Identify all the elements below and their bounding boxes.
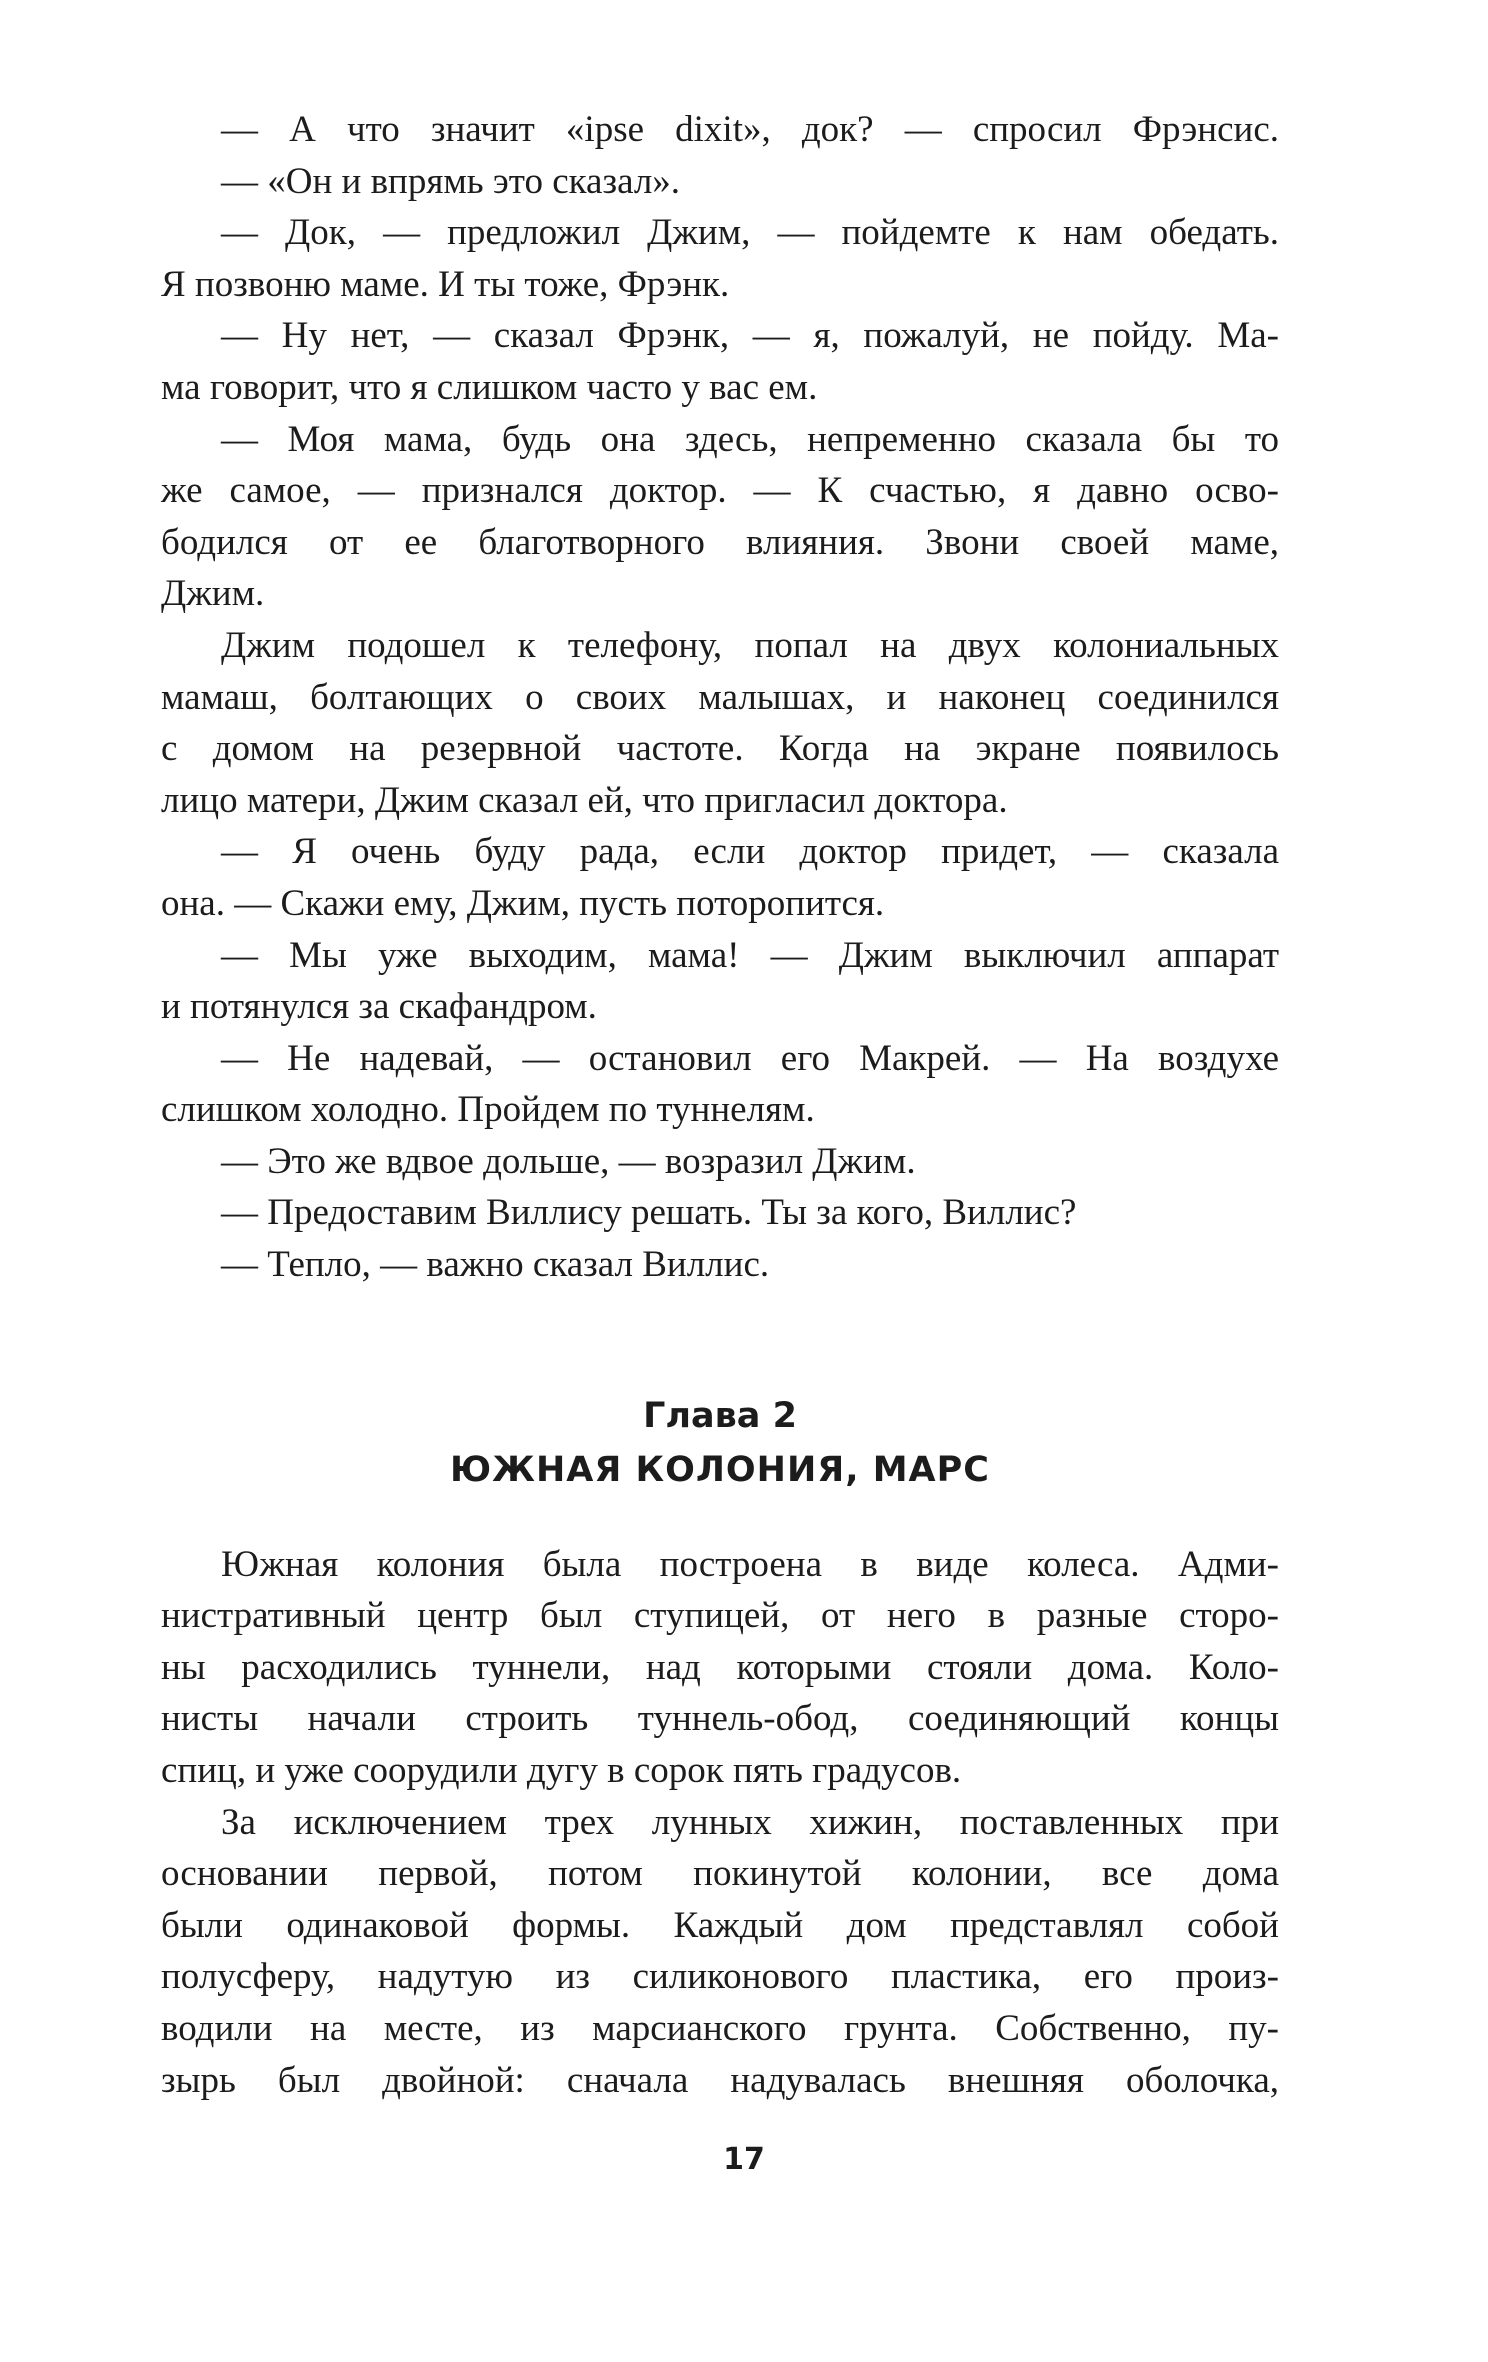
text-line: — Мы уже выходим, мама! — Джим выключил аппарат	[221, 934, 1279, 976]
text-line: бодился от ее благотворного влияния. Звони своей маме,	[161, 521, 1279, 563]
text-line: нистративный центр был ступицей, от него в разные сторо-	[161, 1595, 1279, 1637]
text-line: — Я очень буду рада, если доктор придет, — сказала	[221, 831, 1279, 873]
text-line: За исключением трех лунных хижин, поставленных при	[221, 1801, 1279, 1843]
text-line: Я позвоню маме. И ты тоже, Фрэнк.	[161, 263, 730, 305]
text-line: Джим подошел к телефону, попал на двух колониальных	[221, 624, 1279, 666]
text-line: — Не надевай, — остановил его Макрей. — На воздухе	[221, 1037, 1279, 1079]
text-line: — А что значит «ipse dixit», док? — спросил Фрэнсис.	[221, 109, 1279, 150]
text-line: Джим.	[161, 573, 265, 615]
text-line: были одинаковой формы. Каждый дом представлял собой	[161, 1904, 1279, 1946]
text-line: — «Он и впрямь это сказал».	[221, 160, 681, 202]
text-line: Южная колония была построена в виде колеса. Адми-	[221, 1543, 1279, 1585]
text-line: водили на месте, из марсианского грунта. Собственно, пу-	[161, 2008, 1279, 2049]
text-line: — Моя мама, будь она здесь, непременно сказала бы то	[221, 418, 1279, 460]
text-line: слишком холодно. Пройдем по туннелям.	[161, 1089, 815, 1131]
text-line: зырь был двойной: сначала надувалась внешняя оболочка,	[161, 2059, 1279, 2101]
text-line: — Предоставим Виллису решать. Ты за кого, Виллис?	[221, 1192, 1077, 1234]
dialogue-section	[161, 104, 1279, 1291]
text-line: спиц, и уже соорудили дугу в сорок пять градусов.	[161, 1750, 962, 1792]
text-line: — Ну нет, — сказал Фрэнк, — я, пожалуй, не пойду. Ма-	[221, 315, 1279, 357]
text-line: ма говорит, что я слишком часто у вас ем.	[161, 366, 818, 408]
chapter-number: Глава 2	[643, 1395, 797, 1436]
text-line: и потянулся за скафандром.	[161, 986, 597, 1028]
text-line: же самое, — признался доктор. — К счастью, я давно осво-	[161, 470, 1279, 512]
chapter-title: ЮЖНАЯ КОЛОНИЯ, МАРС	[450, 1449, 990, 1490]
text-line: ны расходились туннели, над которыми стояли дома. Коло-	[161, 1646, 1279, 1688]
text-line: — Тепло, — важно сказал Виллис.	[221, 1244, 770, 1286]
text-line: лицо матери, Джим сказал ей, что пригласил доктора.	[161, 779, 1008, 821]
book-page	[161, 104, 1279, 2106]
page-number: 17	[723, 2142, 765, 2177]
text-line: нисты начали строить туннель-обод, соединяющий концы	[161, 1698, 1279, 1740]
text-line: — Док, — предложил Джим, — пойдемте к нам обедать.	[221, 212, 1279, 254]
text-line: она. — Скажи ему, Джим, пусть поторопится.	[161, 882, 885, 924]
text-line: — Это же вдвое дольше, — возразил Джим.	[221, 1140, 916, 1182]
text-line: мамаш, болтающих о своих малышах, и наконец соединился	[161, 676, 1279, 718]
text-line: полусферу, надутую из силиконового пластика, его произ-	[161, 1956, 1279, 1998]
chapter-body	[161, 1539, 1279, 2107]
text-line: основании первой, потом покинутой колонии, все дома	[161, 1853, 1279, 1895]
text-line: с домом на резервной частоте. Когда на экране появилось	[161, 728, 1279, 770]
